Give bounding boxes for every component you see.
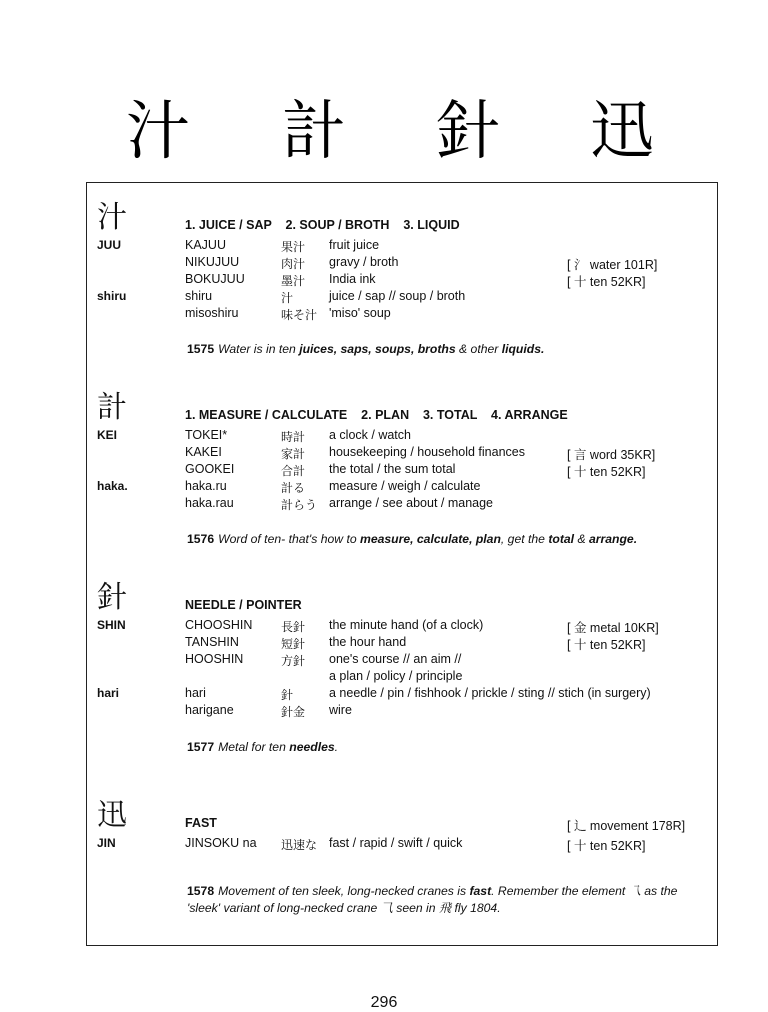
vocab-row <box>185 255 717 272</box>
vocab-kanji: 迅速な <box>281 838 318 852</box>
vocab-kanji: 果汁 <box>281 240 306 254</box>
vocab-reading: shiru <box>185 289 213 303</box>
mnemonic-fragment: liquids. <box>501 342 545 356</box>
on-reading-label: KEI <box>97 428 118 442</box>
entry-meanings: 1. JUICE / SAP 2. SOUP / BROTH 3. LIQUID <box>185 218 460 232</box>
entry-meanings: 1. MEASURE / CALCULATE 2. PLAN 3. TOTAL 4. ARRANGE <box>185 408 568 422</box>
mnemonic-fragment: & <box>574 532 589 546</box>
vocab-reading: HOOSHIN <box>185 652 244 666</box>
kun-reading-label: haka. <box>97 479 128 493</box>
mnemonic-fragment: . Remember the element <box>491 884 629 898</box>
vocab-meaning: a clock / watch <box>329 428 411 442</box>
entry-kanji: 汁 <box>97 200 127 235</box>
mnemonic-text <box>187 739 695 756</box>
vocab-row <box>185 272 717 289</box>
vocab-row <box>185 496 717 513</box>
vocab-row <box>185 703 717 720</box>
vocab-row <box>185 836 717 853</box>
vocab-reading: GOOKEI <box>185 462 235 476</box>
header-kanji-3: 針 <box>436 95 500 169</box>
component-ref: [ 十 ten 52KR] <box>567 638 646 652</box>
mnemonic-number: 1576 <box>187 532 215 546</box>
vocab-kanji: 合計 <box>281 464 306 478</box>
vocab-meaning: fruit juice <box>329 238 380 252</box>
vocab-meaning: the total / the sum total <box>329 462 456 476</box>
vocab-kanji: 墨汁 <box>281 274 306 288</box>
mnemonic-fragment: Movement of ten sleek, long-necked cranes is <box>218 884 470 898</box>
mnemonic-text <box>187 883 695 917</box>
mnemonic-text <box>187 341 695 358</box>
vocab-row <box>185 479 717 496</box>
vocab-reading: misoshiru <box>185 306 239 320</box>
kanji-entries-box <box>86 182 718 946</box>
mnemonic-body <box>187 884 677 915</box>
component-ref: [ 氵 water 101R] <box>567 258 658 272</box>
page-number: 296 <box>370 994 398 1011</box>
vocab-meaning: the hour hand <box>329 635 407 649</box>
mnemonic-fragment: , get the <box>500 532 549 546</box>
vocab-meaning: 'miso' soup <box>329 306 391 320</box>
mnemonic-fragment: needles <box>289 740 335 754</box>
vocab-reading: hari <box>185 686 206 700</box>
mnemonic-body <box>218 342 544 356</box>
vocab-kanji: 汁 <box>281 291 294 305</box>
vocab-row <box>185 635 717 652</box>
vocab-kanji: 方針 <box>281 654 306 668</box>
vocab-meaning: juice / sap // soup / broth <box>329 289 466 303</box>
mnemonic-number: 1578 <box>187 884 215 898</box>
entry-kanji: 針 <box>97 580 127 615</box>
vocab-kanji: 家計 <box>281 447 306 461</box>
mnemonic-body <box>218 532 637 546</box>
mnemonic-fragment: Word of ten- that's how to <box>218 532 360 546</box>
entry-meanings: NEEDLE / POINTER <box>185 598 302 612</box>
vocab-kanji: 計らう <box>281 498 318 512</box>
vocab-reading: haka.ru <box>185 479 227 493</box>
mnemonic-text <box>187 531 695 548</box>
vocab-row <box>185 652 717 669</box>
vocab-reading: KAKEI <box>185 445 222 459</box>
header-kanji-1: 汁 <box>126 95 190 169</box>
vocab-kanji: 味そ汁 <box>281 308 318 322</box>
vocab-meaning: arrange / see about / manage <box>329 496 494 510</box>
on-reading-label: JIN <box>97 836 116 850</box>
mnemonic-body <box>218 740 338 754</box>
vocab-meaning: a plan / policy / principle <box>329 669 463 683</box>
vocab-row <box>185 669 717 686</box>
vocab-meaning: fast / rapid / swift / quick <box>329 836 463 850</box>
vocab-reading: JINSOKU na <box>185 836 257 850</box>
mnemonic-fragment: juices, saps, soups, broths <box>299 342 456 356</box>
vocab-row <box>185 238 717 255</box>
mnemonic-fragment: Metal for ten <box>218 740 290 754</box>
component-ref: [ 言 word 35KR] <box>567 448 656 462</box>
mnemonic-fragment: 乁 <box>628 884 641 898</box>
component-ref: [ 十 ten 52KR] <box>567 465 646 479</box>
vocab-kanji: 計る <box>281 481 306 495</box>
vocab-row <box>185 289 717 306</box>
vocab-kanji: 短針 <box>281 637 306 651</box>
vocab-meaning: the minute hand (of a clock) <box>329 618 484 632</box>
vocab-meaning: wire <box>329 703 352 717</box>
entry-kanji: 迅 <box>97 798 127 833</box>
vocab-reading: BOKUJUU <box>185 272 245 286</box>
mnemonic-number: 1575 <box>187 342 215 356</box>
vocab-meaning: housekeeping / household finances <box>329 445 525 459</box>
vocab-reading: haka.rau <box>185 496 234 510</box>
vocab-kanji: 肉汁 <box>281 257 306 271</box>
vocab-row <box>185 445 717 462</box>
entry-kanji: 計 <box>97 390 127 425</box>
entry-meanings-right: [ 辶 movement 178R] <box>567 819 686 833</box>
mnemonic-fragment: Water is in ten <box>218 342 300 356</box>
entry-meanings: FAST <box>185 816 217 830</box>
vocab-row <box>185 306 717 323</box>
mnemonic-fragment: arrange. <box>588 532 638 546</box>
on-reading-label: JUU <box>97 238 122 252</box>
vocab-reading: TOKEI* <box>185 428 228 442</box>
mnemonic-fragment: total <box>548 532 575 546</box>
component-ref: [ 十 ten 52KR] <box>567 275 646 289</box>
vocab-kanji: 時計 <box>281 430 306 444</box>
vocab-kanji: 針金 <box>281 705 306 719</box>
vocab-reading: harigane <box>185 703 234 717</box>
mnemonic-fragment: as the 'sleek' variant of long-necked crane <box>187 884 678 915</box>
mnemonic-fragment: ⺄ <box>380 901 393 915</box>
component-ref: [ 十 ten 52KR] <box>567 839 646 853</box>
vocab-meaning: India ink <box>329 272 376 286</box>
header-kanji-4: 迅 <box>590 95 654 169</box>
header-kanji-2: 計 <box>282 95 346 169</box>
vocab-row <box>185 462 717 479</box>
vocab-row <box>185 686 717 703</box>
vocab-meaning: gravy / broth <box>329 255 399 269</box>
mnemonic-fragment: measure, calculate, plan <box>360 532 501 546</box>
vocab-kanji: 針 <box>281 688 294 702</box>
mnemonic-fragment: & other <box>455 342 502 356</box>
kun-reading-label: shiru <box>97 289 127 303</box>
vocab-reading: KAJUU <box>185 238 226 252</box>
vocab-row <box>185 618 717 635</box>
vocab-kanji: 長針 <box>281 620 306 634</box>
vocab-reading: NIKUJUU <box>185 255 240 269</box>
mnemonic-fragment: fast <box>469 884 492 898</box>
vocab-meaning: measure / weigh / calculate <box>329 479 481 493</box>
component-ref: [ 金 metal 10KR] <box>567 621 659 635</box>
vocab-row <box>185 428 717 445</box>
vocab-meaning: one's course // an aim // <box>329 652 462 666</box>
mnemonic-number: 1577 <box>187 740 215 754</box>
kun-reading-label: hari <box>97 686 120 700</box>
vocab-reading: TANSHIN <box>185 635 239 649</box>
vocab-meaning: a needle / pin / fishhook / prickle / sting // stich (in surgery) <box>329 686 651 700</box>
vocab-reading: CHOOSHIN <box>185 618 253 632</box>
on-reading-label: SHIN <box>97 618 126 632</box>
mnemonic-fragment: . <box>334 740 339 754</box>
mnemonic-fragment: seen in 飛 fly 1804. <box>392 901 501 915</box>
